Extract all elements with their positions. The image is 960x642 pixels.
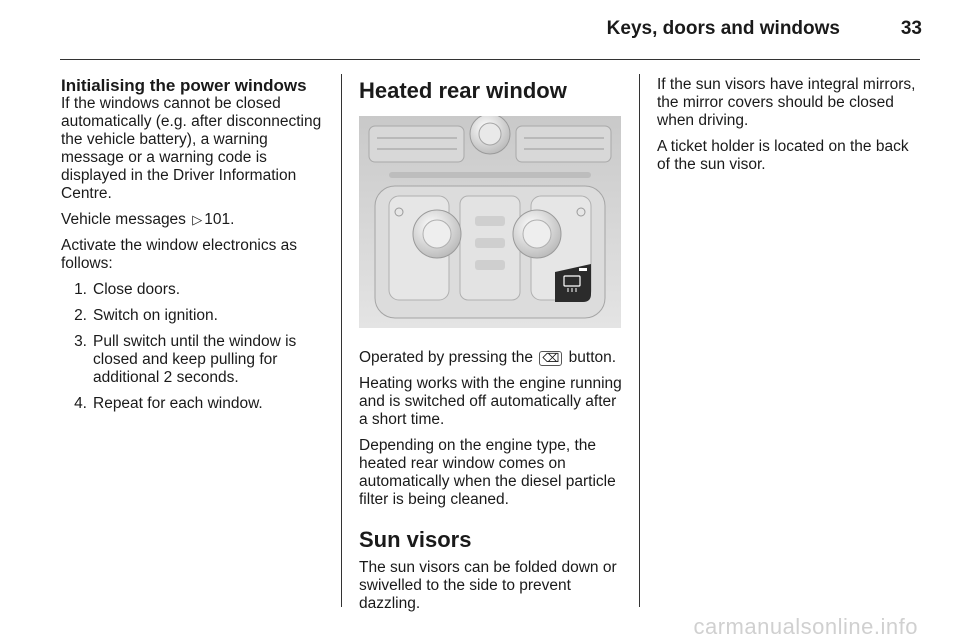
right-arrow-icon: ▷ (192, 212, 203, 227)
page-number: 33 (900, 18, 922, 39)
paragraph-diesel-filter: Depending on the engine type, the heated rear window comes on automatically when the diesel particle filter is being cleaned. (359, 437, 616, 508)
paragraph-sun-visors: The sun visors can be folded down or swivelled to the side to prevent dazzling. (359, 559, 617, 612)
paragraph-operation: Operated by pressing the ⌫ button. (359, 349, 617, 366)
section-heading-power-windows: Initialising the power windows (61, 76, 307, 95)
reference-label: Vehicle messages (61, 211, 186, 228)
list-item: 3. Pull switch until the window is closed and keep pulling for additional 2 seconds. (74, 333, 297, 386)
column-1 (61, 76, 327, 421)
watermark: carmanualsonline.info (693, 614, 918, 639)
list-item: 4. Repeat for each window. (74, 395, 263, 412)
steps-list (61, 281, 327, 413)
column-2 (359, 78, 625, 621)
list-item: 1. Close doors. (74, 281, 181, 298)
paragraph-reference (61, 211, 327, 229)
paragraph-mirrors: If the sun visors have integral mirrors, the mirror covers should be closed when driving. (657, 76, 916, 129)
page-header-title: Keys, doors and windows (606, 18, 840, 39)
reference-page: 101. (204, 211, 235, 228)
list-item: 2. Switch on ignition. (74, 307, 218, 324)
climate-control-panel-illustration (359, 116, 621, 328)
column-divider-2 (639, 74, 640, 607)
column-divider-1 (341, 74, 342, 607)
paragraph-heating: Heating works with the engine running and is switched off automatically after a short time. (359, 375, 622, 428)
paragraph-intro: If the windows cannot be closed automatically (e.g. after disconnecting the vehicle battery), a warning message or a warning code is displayed in the Driver Information Centre. (61, 95, 322, 202)
section-heading-sun-visors: Sun visors (359, 527, 472, 552)
paragraph-activate: Activate the window electronics as follows: (61, 237, 298, 272)
section-heading-heated-rear-window: Heated rear window (359, 78, 567, 103)
heated-rear-window-icon: ⌫ (539, 351, 562, 366)
paragraph-ticket-holder: A ticket holder is located on the back of the sun visor. (657, 138, 909, 173)
column-3 (657, 76, 925, 182)
header-rule (60, 59, 920, 60)
